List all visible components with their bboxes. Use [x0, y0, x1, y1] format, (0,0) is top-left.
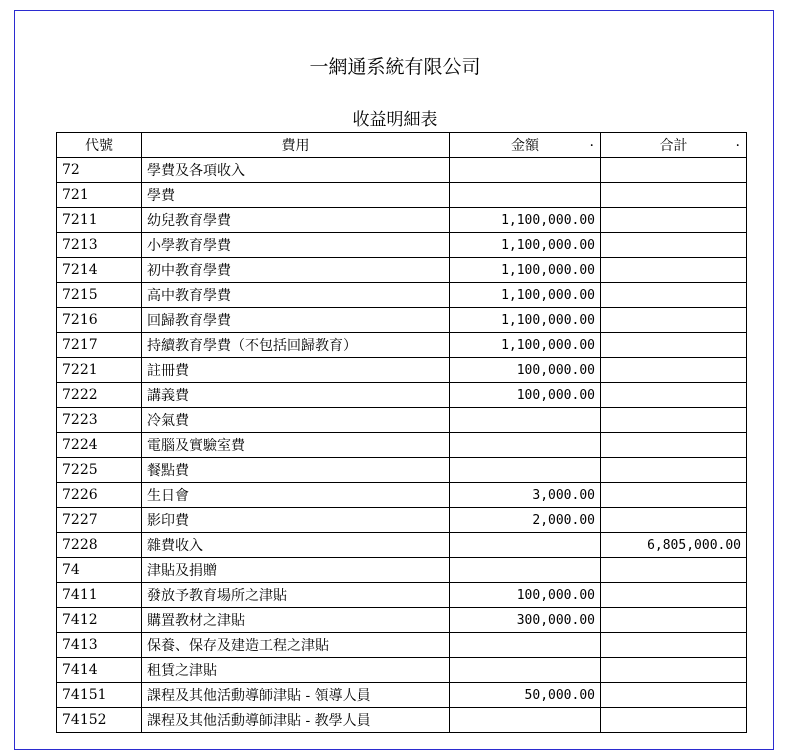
row-item: 課程及其他活動導師津貼 - 教學人員 — [142, 708, 450, 733]
table-row — [57, 333, 747, 358]
row-item: 學費及各項收入 — [142, 158, 450, 183]
row-code: 721 — [57, 183, 142, 208]
table-row — [57, 308, 747, 333]
table-row — [57, 533, 747, 558]
row-amount — [450, 183, 601, 208]
table-row — [57, 183, 747, 208]
table-row — [57, 633, 747, 658]
company-name: 一網通系統有限公司 — [309, 56, 481, 78]
row-code: 7224 — [57, 433, 142, 458]
table-row — [57, 233, 747, 258]
row-amount — [450, 158, 601, 183]
row-code: 7217 — [57, 333, 142, 358]
table-row — [57, 508, 747, 533]
table-row — [57, 483, 747, 508]
row-amount — [450, 558, 601, 583]
row-total — [601, 708, 747, 733]
table-row — [57, 283, 747, 308]
row-code: 7223 — [57, 408, 142, 433]
row-item: 小學教育學費 — [142, 233, 450, 258]
row-total — [601, 308, 747, 333]
row-amount: 1,100,000.00 — [450, 258, 601, 283]
column-header-amount-dot: . — [589, 134, 594, 150]
row-item: 講義費 — [142, 383, 450, 408]
row-item: 電腦及實驗室費 — [142, 433, 450, 458]
row-total — [601, 508, 747, 533]
row-item: 冷氣費 — [142, 408, 450, 433]
row-item: 租賃之津貼 — [142, 658, 450, 683]
row-amount: 300,000.00 — [450, 608, 601, 633]
row-total: 6,805,000.00 — [601, 533, 747, 558]
row-code: 74151 — [57, 683, 142, 708]
table-body — [57, 158, 747, 733]
table-row — [57, 658, 747, 683]
row-amount: 100,000.00 — [450, 583, 601, 608]
table-header-row — [57, 133, 747, 158]
row-item: 生日會 — [142, 483, 450, 508]
table-row — [57, 383, 747, 408]
row-amount — [450, 633, 601, 658]
row-item: 學費 — [142, 183, 450, 208]
row-total — [601, 358, 747, 383]
row-item: 保養、保存及建造工程之津貼 — [142, 633, 450, 658]
table-row — [57, 258, 747, 283]
row-total — [601, 158, 747, 183]
row-code: 7215 — [57, 283, 142, 308]
row-total — [601, 333, 747, 358]
row-code: 7211 — [57, 208, 142, 233]
row-amount: 50,000.00 — [450, 683, 601, 708]
row-code: 7412 — [57, 608, 142, 633]
row-code: 7411 — [57, 583, 142, 608]
table-row — [57, 433, 747, 458]
row-code: 7222 — [57, 383, 142, 408]
row-code: 7414 — [57, 658, 142, 683]
row-item: 發放予教育場所之津貼 — [142, 583, 450, 608]
row-code: 7226 — [57, 483, 142, 508]
table-row — [57, 158, 747, 183]
row-total — [601, 633, 747, 658]
row-item: 回歸教育學費 — [142, 308, 450, 333]
row-item: 持續教育學費（不包括回歸教育） — [142, 333, 450, 358]
row-item: 註冊費 — [142, 358, 450, 383]
row-amount: 1,100,000.00 — [450, 208, 601, 233]
row-total — [601, 483, 747, 508]
row-code: 7225 — [57, 458, 142, 483]
row-amount — [450, 533, 601, 558]
row-code: 7213 — [57, 233, 142, 258]
row-code: 7214 — [57, 258, 142, 283]
table-row — [57, 358, 747, 383]
row-item: 購置教材之津貼 — [142, 608, 450, 633]
column-header-total — [601, 133, 747, 158]
row-code: 74 — [57, 558, 142, 583]
row-total — [601, 608, 747, 633]
table-row — [57, 583, 747, 608]
column-header-amount — [450, 133, 601, 158]
column-header-total-dot: . — [735, 134, 740, 150]
row-amount — [450, 708, 601, 733]
row-total — [601, 658, 747, 683]
row-total — [601, 233, 747, 258]
report-title: 收益明細表 — [352, 110, 438, 130]
row-code: 7221 — [57, 358, 142, 383]
row-code: 72 — [57, 158, 142, 183]
table-row — [57, 408, 747, 433]
row-amount: 100,000.00 — [450, 383, 601, 408]
income-detail-table — [56, 132, 747, 733]
row-item: 高中教育學費 — [142, 283, 450, 308]
row-item: 幼兒教育學費 — [142, 208, 450, 233]
row-amount: 1,100,000.00 — [450, 333, 601, 358]
row-total — [601, 183, 747, 208]
row-code: 7228 — [57, 533, 142, 558]
row-item: 初中教育學費 — [142, 258, 450, 283]
row-total — [601, 208, 747, 233]
row-amount — [450, 458, 601, 483]
row-amount — [450, 433, 601, 458]
table-row — [57, 208, 747, 233]
row-item: 影印費 — [142, 508, 450, 533]
row-total — [601, 583, 747, 608]
row-code: 7216 — [57, 308, 142, 333]
table-row — [57, 708, 747, 733]
row-amount: 3,000.00 — [450, 483, 601, 508]
row-total — [601, 258, 747, 283]
row-code: 7413 — [57, 633, 142, 658]
row-item: 餐點費 — [142, 458, 450, 483]
row-amount: 1,100,000.00 — [450, 283, 601, 308]
row-amount: 1,100,000.00 — [450, 233, 601, 258]
row-amount: 1,100,000.00 — [450, 308, 601, 333]
table-row — [57, 458, 747, 483]
row-amount: 100,000.00 — [450, 358, 601, 383]
row-item: 雜費收入 — [142, 533, 450, 558]
row-amount: 2,000.00 — [450, 508, 601, 533]
row-total — [601, 458, 747, 483]
row-total — [601, 383, 747, 408]
row-total — [601, 433, 747, 458]
column-header-amount-label: 金額 — [511, 138, 539, 154]
row-amount — [450, 658, 601, 683]
row-item: 課程及其他活動導師津貼 - 領導人員 — [142, 683, 450, 708]
table-row — [57, 558, 747, 583]
column-header-total-label: 合計 — [659, 138, 688, 154]
table-row — [57, 683, 747, 708]
row-code: 7227 — [57, 508, 142, 533]
row-item: 津貼及捐贈 — [142, 558, 450, 583]
row-code: 74152 — [57, 708, 142, 733]
row-total — [601, 683, 747, 708]
row-total — [601, 558, 747, 583]
column-header-code: 代號 — [57, 133, 142, 158]
column-header-item: 費用 — [142, 133, 450, 158]
row-total — [601, 408, 747, 433]
row-total — [601, 283, 747, 308]
table-row — [57, 608, 747, 633]
row-amount — [450, 408, 601, 433]
